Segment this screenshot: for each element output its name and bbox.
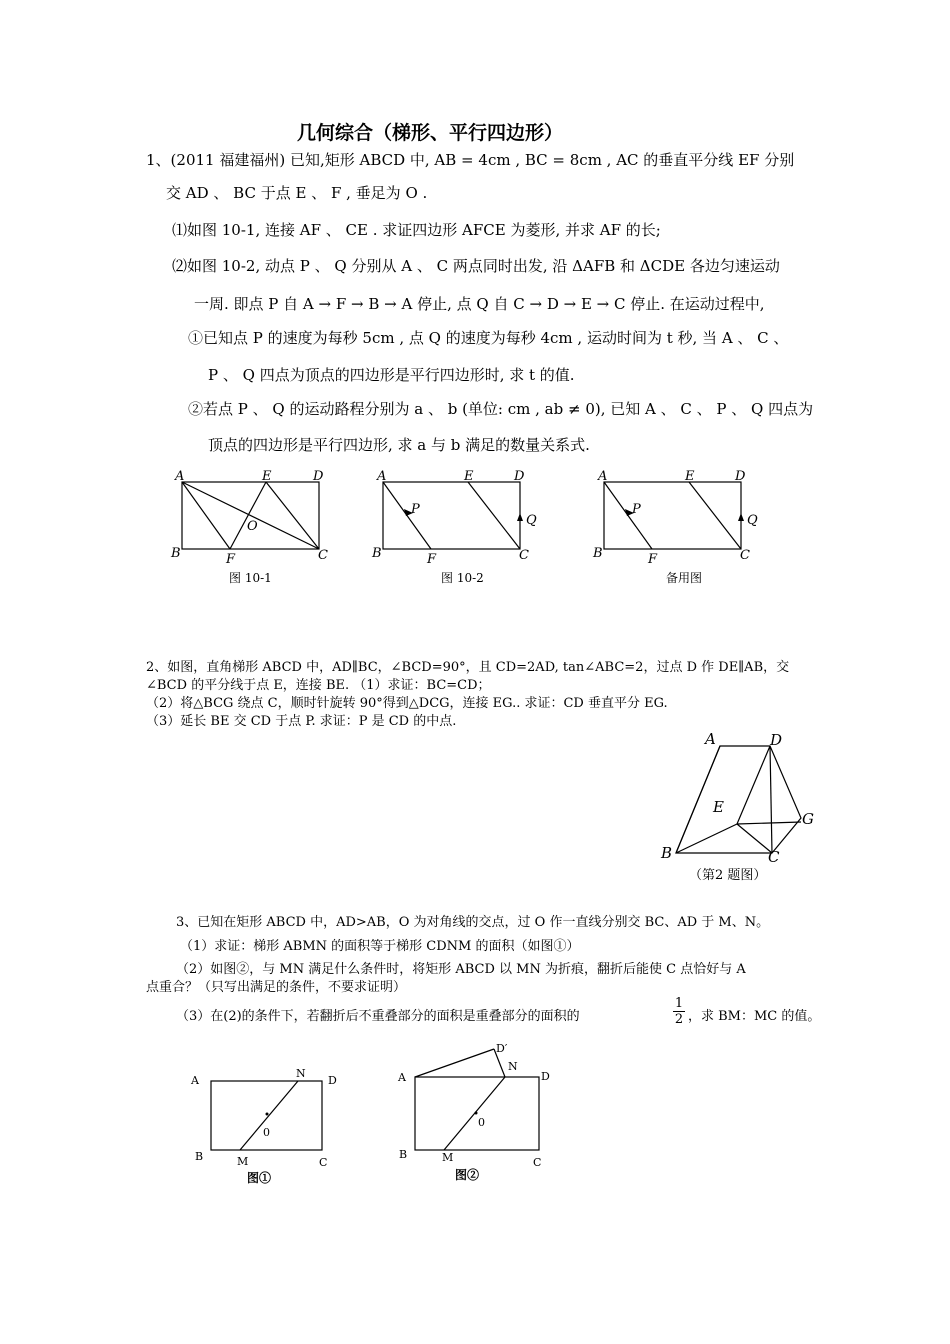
- q3f1-label-N: N: [296, 1067, 306, 1080]
- page-title: 几何综合（梯形、平行四边形）: [297, 122, 564, 144]
- q3f2-label-O: 0: [478, 1116, 485, 1129]
- q1-line2: 交 AD 、 BC 于点 E 、 F , 垂足为 O .: [166, 184, 428, 202]
- figure-10-1: [182, 482, 319, 549]
- figure-10-2: [383, 482, 520, 549]
- q2-label-G: G: [802, 810, 814, 828]
- caption-10-2: 图 10-2: [441, 571, 484, 585]
- q3f1-label-B: B: [195, 1150, 204, 1163]
- fig2-label-C: C: [519, 548, 529, 563]
- center-dot-2: [475, 1112, 478, 1115]
- fig3-label-Q: Q: [747, 513, 758, 528]
- q3-line1: 3、已知在矩形 ABCD 中，AD>AB，O 为对角线的交点，过 O 作一直线分别交 BC、AD 于 M、N。: [176, 915, 770, 930]
- arrow-q-1: [517, 513, 523, 521]
- q3-line2: （1）求证：梯形 ABMN 的面积等于梯形 CDNM 的面积（如图①）: [180, 939, 580, 954]
- q1-line5: 一周. 即点 P 自 A → F → B → A 停止, 点 Q 自 C → D → E → C 停止. 在运动过程中,: [194, 295, 765, 313]
- q2-line3: （2）将△BCG 绕点 C，顺时针旋转 90°得到△DCG，连接 EG.. 求证：CD 垂直平分 EG.: [146, 696, 668, 711]
- q1-line6: ①已知点 P 的速度为每秒 5cm , 点 Q 的速度为每秒 4cm , 运动时间为 t 秒, 当 A 、 C 、: [188, 329, 789, 347]
- fig1-label-E: E: [262, 469, 272, 484]
- fig2-label-A: A: [377, 469, 387, 484]
- center-dot-1: [266, 1113, 269, 1116]
- q1-line3: ⑴如图 10-1, 连接 AF 、 CE . 求证四边形 AFCE 为菱形, 并求 AF 的长;: [172, 221, 661, 239]
- fig1-label-A: A: [175, 469, 185, 484]
- q2-label-B: B: [661, 844, 673, 862]
- q1-line9: 顶点的四边形是平行四边形, 求 a 与 b 满足的数量关系式.: [208, 436, 590, 454]
- q1-line4: ⑵如图 10-2, 动点 P 、 Q 分别从 A 、 C 两点同时出发, 沿 ΔAFB 和 ΔCDE 各边匀速运动: [172, 257, 780, 275]
- q3f1-label-D: D: [328, 1074, 337, 1087]
- q3f1-label-A: A: [191, 1074, 199, 1087]
- fig2-label-E: E: [464, 469, 474, 484]
- fig3-label-D: D: [735, 469, 746, 484]
- fig3-label-P: P: [632, 502, 641, 517]
- fig1-label-O: O: [247, 519, 258, 534]
- fig3-label-B: B: [593, 546, 603, 561]
- fig2-label-P: P: [411, 502, 420, 517]
- caption-10-1: 图 10-1: [229, 571, 272, 585]
- q3f2-label-N: N: [508, 1060, 518, 1073]
- fig3-label-F: F: [648, 552, 658, 567]
- fraction-numerator: 1: [674, 996, 684, 1011]
- q2-label-A: A: [705, 730, 716, 748]
- q3f1-label-M: M: [237, 1155, 249, 1168]
- arrow-q-2: [738, 513, 744, 521]
- q3f2-label-B: B: [399, 1148, 408, 1161]
- q3-caption-2: 图②: [455, 1168, 480, 1182]
- fig2-label-Q: Q: [526, 513, 537, 528]
- q1-line8: ②若点 P 、 Q 的运动路程分别为 a 、 b (单位: cm , ab ≠ 0), 已知 A 、 C 、 P 、 Q 四点为: [188, 400, 814, 418]
- fraction-denominator: 2: [674, 1012, 684, 1027]
- fig2-label-B: B: [372, 546, 382, 561]
- fig1-label-B: B: [171, 546, 181, 561]
- q2-line4: （3）延长 BE 交 CD 于点 P. 求证：P 是 CD 的中点.: [146, 714, 457, 729]
- q3f2-label-Dp: D′: [496, 1042, 508, 1055]
- q1-line1: 1、(2011 福建福州) 已知,矩形 ABCD 中, AB = 4cm , BC = 8cm , AC 的垂直平分线 EF 分别: [146, 151, 795, 169]
- fig1-label-F: F: [226, 552, 236, 567]
- q3f2-label-C: C: [533, 1156, 542, 1169]
- q2-line1: 2、如图，直角梯形 ABCD 中，AD∥BC，∠BCD=90°，且 CD=2AD, tan∠ABC=2，过点 D 作 DE∥AB，交: [146, 660, 790, 675]
- q3-line5b: ，求 BM：MC 的值。: [688, 1009, 821, 1024]
- q3f1-label-O: 0: [263, 1126, 270, 1139]
- q3-line5a: （3）在(2)的条件下，若翻折后不重叠部分的面积是重叠部分的面积的: [176, 1009, 580, 1024]
- q3-line4: 点重合？（只写出满足的条件，不要求证明）: [146, 980, 407, 995]
- q3f1-label-C: C: [319, 1156, 328, 1169]
- figure-q2: [676, 746, 801, 853]
- q1-line7: P 、 Q 四点为顶点的四边形是平行四边形时, 求 t 的值.: [208, 366, 575, 384]
- fig1-label-C: C: [318, 548, 328, 563]
- fig2-label-F: F: [427, 552, 437, 567]
- q3f2-label-D: D: [541, 1070, 550, 1083]
- fig3-label-C: C: [740, 548, 750, 563]
- fig1-label-D: D: [313, 469, 324, 484]
- figure-q3-2: [415, 1049, 539, 1150]
- q2-caption: （第2 题图）: [689, 868, 767, 883]
- q3f2-label-M: M: [442, 1151, 454, 1164]
- q2-label-E: E: [713, 798, 724, 816]
- q2-line2: ∠BCD 的平分线于点 E，连接 BE. （1）求证：BC=CD；: [146, 678, 491, 693]
- caption-spare: 备用图: [666, 571, 703, 585]
- figure-spare: [604, 482, 741, 549]
- fig2-label-D: D: [514, 469, 525, 484]
- q2-label-C: C: [768, 848, 780, 866]
- fig3-label-A: A: [598, 469, 608, 484]
- q3-line3: （2）如图②，与 MN 满足什么条件时，将矩形 ABCD 以 MN 为折痕，翻折后能使 C 点恰好与 A: [176, 962, 746, 977]
- figure-q3-1: [211, 1081, 322, 1150]
- q3f2-label-A: A: [398, 1071, 406, 1084]
- fig3-label-E: E: [685, 469, 695, 484]
- q3-caption-1: 图①: [247, 1171, 272, 1185]
- q2-label-D: D: [770, 731, 783, 749]
